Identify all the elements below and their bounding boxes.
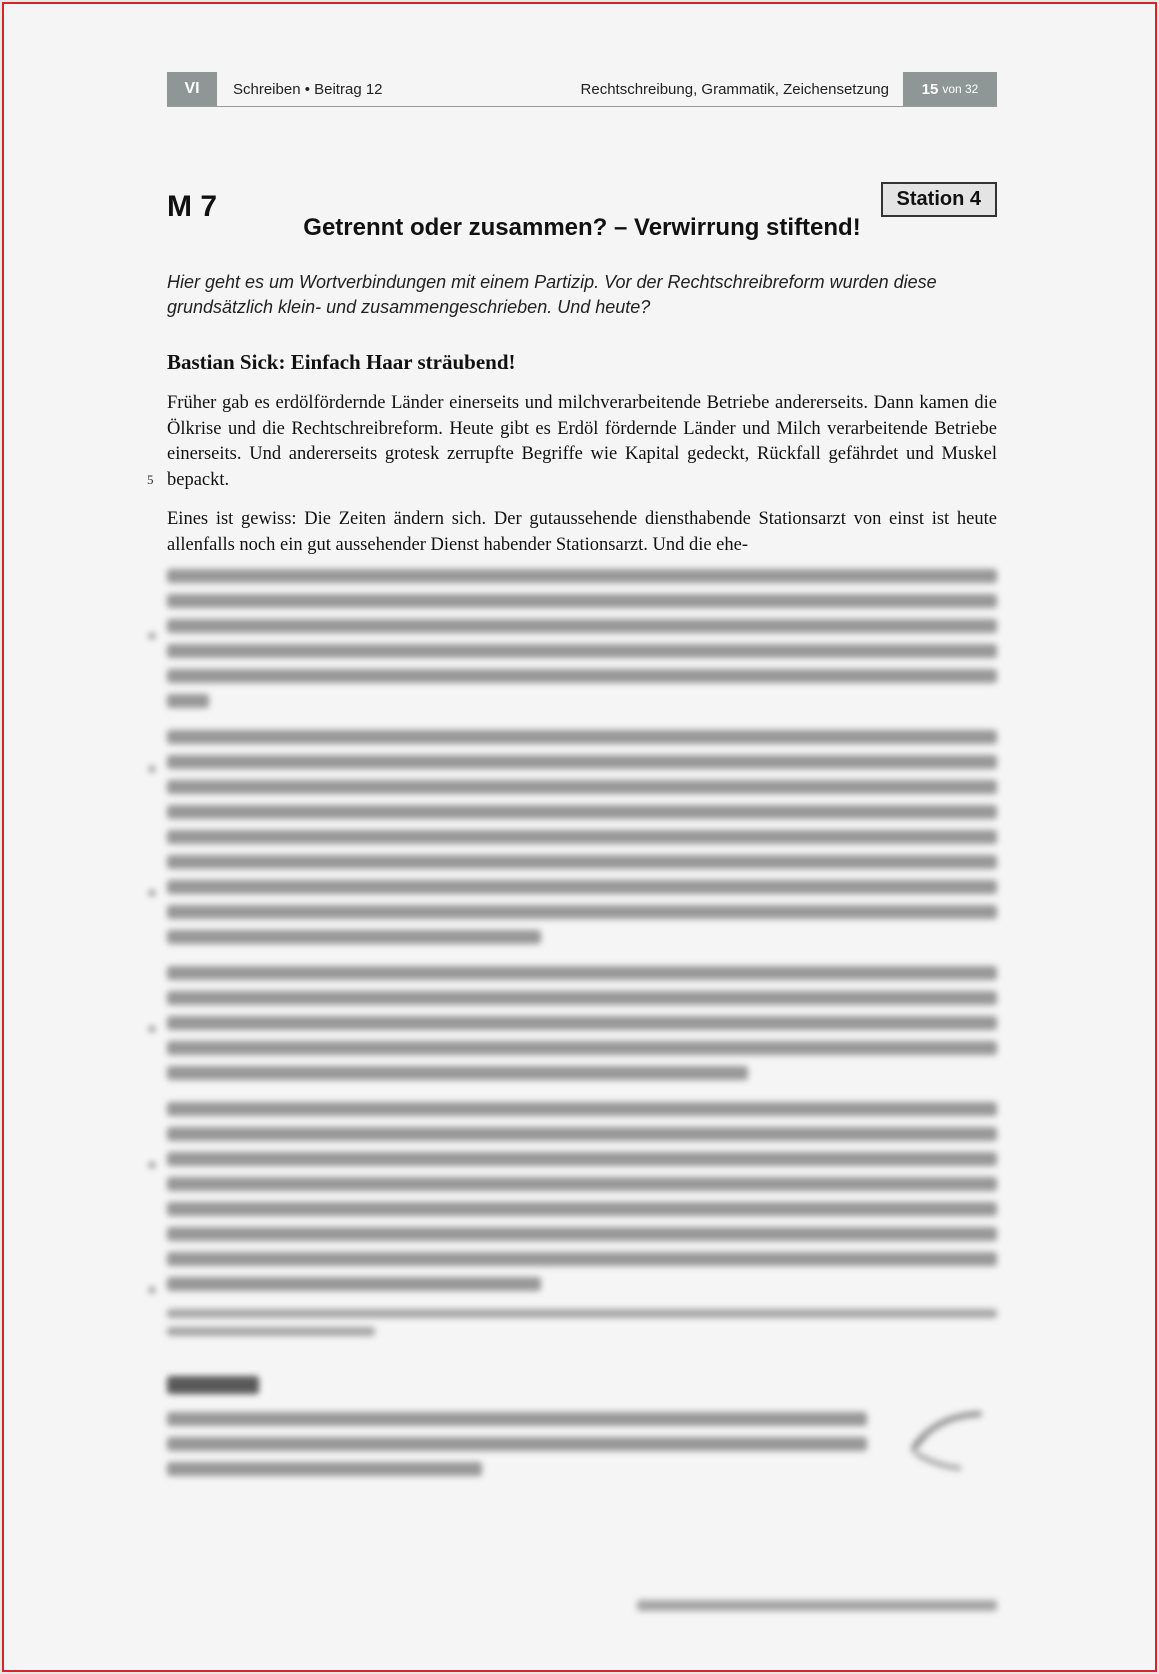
article-heading: Bastian Sick: Einfach Haar sträubend! xyxy=(167,350,516,374)
line-marker xyxy=(149,766,155,772)
pen-icon xyxy=(907,1406,987,1476)
line-number: 5 xyxy=(147,472,154,487)
page-current: 15 xyxy=(921,80,939,98)
task-box xyxy=(167,1412,997,1476)
page-header xyxy=(167,72,997,107)
intro-text: Hier geht es um Wortverbindungen mit einem Partizip. Vor der Rechtschreibreform wurden diese grundsätzlich klein- und zusammengeschrieben. Und heute? xyxy=(167,272,937,317)
source-citation xyxy=(167,1309,997,1336)
section-badge: VI xyxy=(167,72,217,106)
blurred-paragraph xyxy=(167,966,997,1080)
paragraph-2-text: Eines ist gewiss: Die Zeiten ändern sich. Der gutaussehende diensthabende Stationsarzt von einst ist heute allenfalls noch ein gut aussehender Dienst habender Stationsarzt. Und die ehe- xyxy=(167,509,997,555)
line-marker xyxy=(149,1162,155,1168)
article-paragraph-1 xyxy=(147,391,997,493)
line-marker xyxy=(149,633,155,639)
page-title: Getrennt oder zusammen? – Verwirrung stiftend! xyxy=(303,214,861,241)
subject-label: Rechtschreibung, Grammatik, Zeichensetzung xyxy=(580,80,889,98)
footer-note xyxy=(637,1600,997,1611)
task-text xyxy=(167,1412,867,1476)
blurred-paragraph xyxy=(167,730,997,944)
blurred-paragraph xyxy=(167,569,997,708)
page-content xyxy=(147,72,997,1487)
breadcrumb: Schreiben • Beitrag 12 xyxy=(233,80,383,98)
material-label: M 7 xyxy=(167,190,218,223)
line-marker xyxy=(149,1026,155,1032)
worksheet-page xyxy=(2,2,1157,1672)
blurred-paragraph xyxy=(167,1102,997,1291)
line-marker xyxy=(149,1287,155,1293)
line-marker xyxy=(149,890,155,896)
article-paragraph-2 xyxy=(167,507,997,558)
blurred-content xyxy=(167,569,997,1476)
page-number-badge xyxy=(903,72,997,106)
task-heading xyxy=(167,1376,259,1394)
paragraph-1-text: Früher gab es erdölfördernde Länder einerseits und milchverarbeitende Betriebe andererseits. Dann kamen die Ölkrise und die Rechtschreibreform. Heute gibt es Erdöl fördernde Länder und Milch verarbeitende Betriebe einerseits. Und andererseits grotesk zerrupfte Begriffe wie Kapital gedeckt, Rückfall gefährdet und Muskel bepackt. xyxy=(167,393,997,490)
title-row xyxy=(167,182,997,242)
station-badge: Station 4 xyxy=(881,182,997,217)
page-total: von 32 xyxy=(942,82,979,96)
